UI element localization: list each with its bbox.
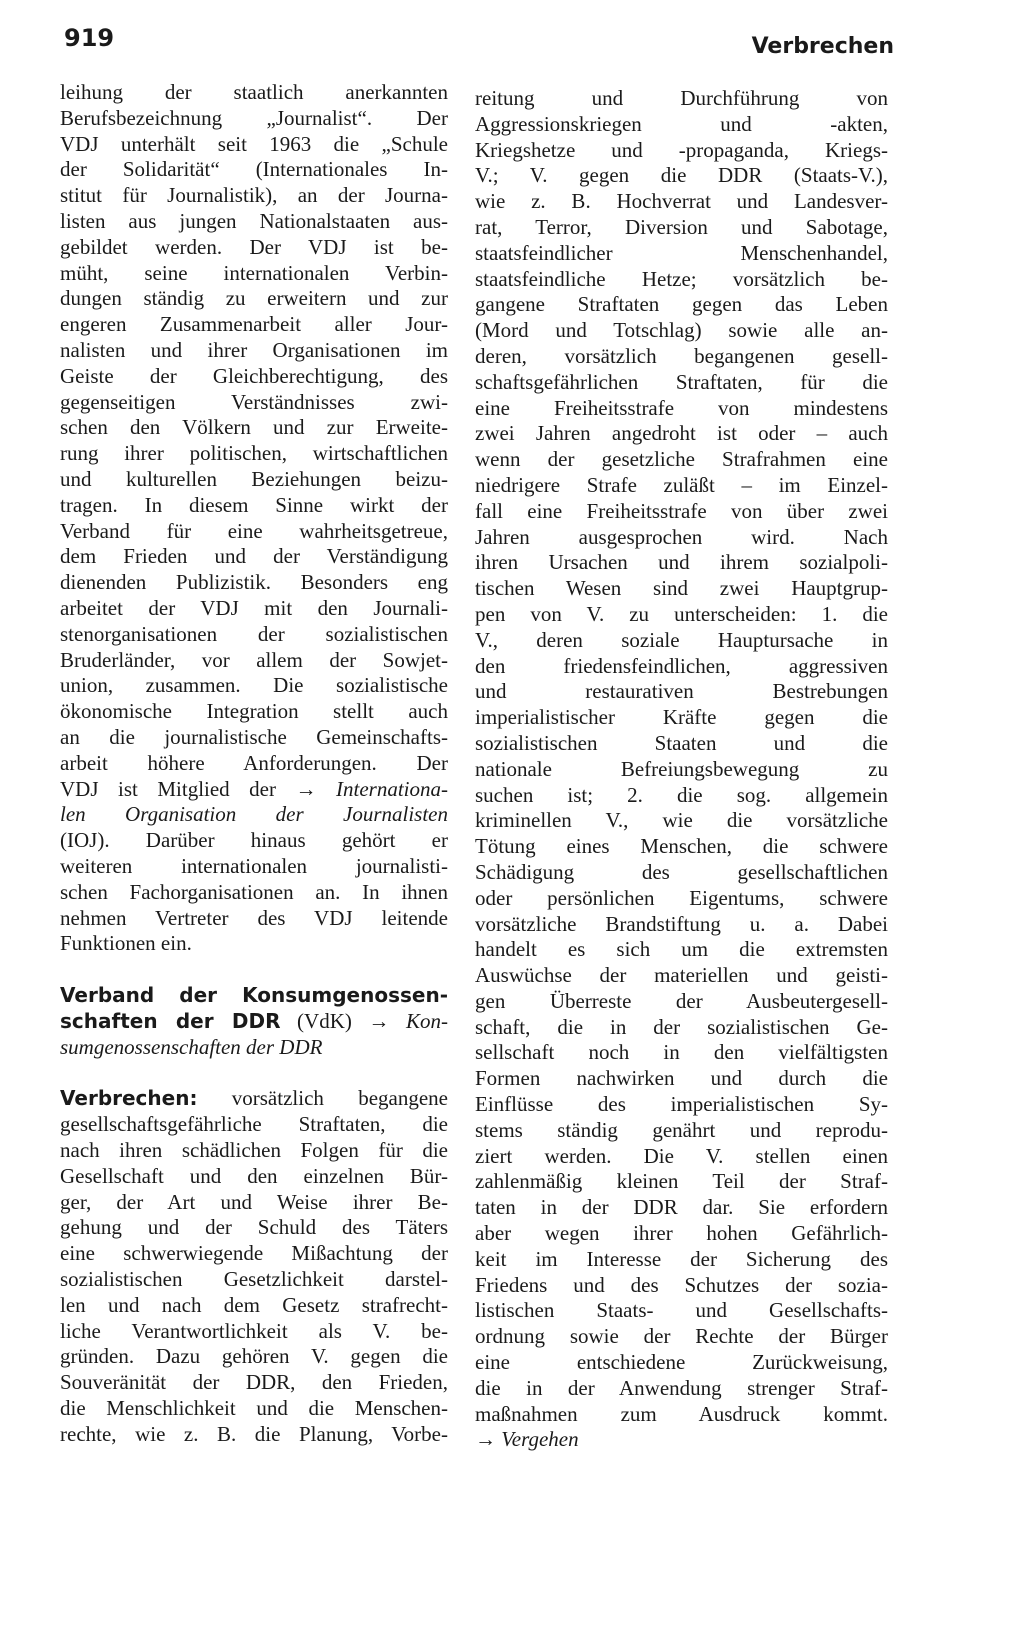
text-segment: stems ständig genährt und reprodu- <box>475 1117 888 1142</box>
text-segment: Funktionen ein. <box>60 931 192 956</box>
text-line <box>475 215 888 241</box>
text-line <box>475 1144 888 1170</box>
text-line <box>475 1118 888 1144</box>
text-segment: nehmen Vertreter des VDJ leitende <box>60 905 448 930</box>
text-line <box>475 112 888 138</box>
text-line <box>60 415 448 441</box>
text-line <box>475 1376 888 1402</box>
text-segment: gehung und der Schuld des Täters <box>60 1215 448 1240</box>
text-segment: arbeit höhere Anforderungen. Der <box>60 750 448 775</box>
text-segment: Gesellschaft und den einzelnen Bür- <box>60 1163 448 1188</box>
text-segment: ihren Ursachen und ihrem sozialpoli- <box>475 550 888 575</box>
text-segment: Jahren ausgesprochen wird. Nach <box>475 524 888 549</box>
text-line <box>60 467 448 493</box>
text-line <box>60 1344 448 1370</box>
text-line <box>475 1195 888 1221</box>
text-line <box>475 808 888 834</box>
text-segment: (Mord und Totschlag) sowie alle an- <box>475 318 888 343</box>
text-line <box>475 86 888 112</box>
running-head: Verbrechen <box>751 34 894 59</box>
entry-heading: Verband der Konsumgenossen- <box>60 983 448 1008</box>
text-segment: suchen ist; 2. die sog. allgemein <box>475 782 888 807</box>
text-segment: vorsätzliche Brandstiftung u. a. Dabei <box>475 911 888 936</box>
text-segment: taten in der DDR dar. Sie erfordern <box>475 1195 888 1220</box>
text-segment: pen von V. zu unterscheiden: 1. die <box>475 601 888 626</box>
text-segment: kriminellen V., wie die vorsätzliche <box>475 808 888 833</box>
text-line <box>475 937 888 963</box>
text-line <box>475 396 888 422</box>
text-segment: nalisten und ihrer Organisationen im <box>60 337 448 362</box>
text-segment: sozialistischen Staaten und die <box>475 730 888 755</box>
text-line <box>60 106 448 132</box>
text-line <box>475 292 888 318</box>
text-line <box>60 777 448 803</box>
text-segment: an die journalistische Gemeinschafts- <box>60 724 448 749</box>
text-line <box>475 602 888 628</box>
text-line <box>60 1319 448 1345</box>
text-segment: rat, Terror, Diversion und Sabotage, <box>475 214 888 239</box>
text-line <box>60 1112 448 1138</box>
text-line <box>475 731 888 757</box>
text-segment: Bruderländer, vor allem der Sowjet- <box>60 647 448 672</box>
text-segment: ordnung sowie der Rechte der Bürger <box>475 1324 888 1349</box>
text-line <box>475 654 888 680</box>
text-line <box>475 1402 888 1428</box>
text-line <box>475 473 888 499</box>
text-line <box>475 447 888 473</box>
text-segment: Einflüsse des imperialistischen Sy- <box>475 1092 888 1117</box>
cross-reference: sumgenossenschaften der DDR <box>60 1034 323 1059</box>
text-segment: ger, der Art und Weise ihrer Be- <box>60 1189 448 1214</box>
text-segment: eine Freiheitsstrafe von mindestens <box>475 395 888 420</box>
text-segment: Berufsbezeichnung „Journalist“. Der <box>60 105 448 130</box>
text-segment: eine entschiedene Zurückweisung, <box>475 1350 888 1375</box>
text-segment: Verband für eine wahrheitsgetreue, <box>60 518 448 543</box>
text-line <box>475 886 888 912</box>
text-segment: handelt es sich um die extremsten <box>475 937 888 962</box>
text-line <box>475 989 888 1015</box>
text-line <box>60 673 448 699</box>
text-line <box>475 344 888 370</box>
text-line <box>475 757 888 783</box>
text-line <box>60 906 448 932</box>
text-segment: den friedensfeindlichen, aggressiven <box>475 653 888 678</box>
text-segment: tragen. In diesem Sinne wirkt der <box>60 492 448 517</box>
text-line <box>60 931 448 957</box>
text-segment: schaft, die in der sozialistischen Ge- <box>475 1014 888 1039</box>
text-line <box>475 1247 888 1273</box>
text-line <box>475 963 888 989</box>
text-line <box>475 1221 888 1247</box>
cross-reference: → Vergehen <box>475 1427 579 1452</box>
text-segment: sozialistischen Gesetzlichkeit darstel- <box>60 1267 448 1292</box>
text-segment: und kulturellen Beziehungen beizu- <box>60 466 448 491</box>
text-line <box>60 854 448 880</box>
text-line <box>60 544 448 570</box>
text-segment: gebildet werden. Der VDJ ist be- <box>60 234 448 259</box>
text-line <box>475 860 888 886</box>
text-segment: gen Überreste der Ausbeutergesell- <box>475 988 888 1013</box>
text-line <box>60 725 448 751</box>
paragraph-gap <box>60 957 448 983</box>
text-line <box>475 1040 888 1066</box>
text-line <box>475 679 888 705</box>
text-line <box>60 235 448 261</box>
text-line <box>475 163 888 189</box>
text-line <box>60 312 448 338</box>
text-line <box>60 751 448 777</box>
text-segment: stenorganisationen der sozialistischen <box>60 621 448 646</box>
text-line <box>475 783 888 809</box>
text-segment: listen aus jungen Nationalstaaten aus- <box>60 208 448 233</box>
text-line <box>60 570 448 596</box>
text-segment: aber wegen ihrer hohen Gefährlich- <box>475 1221 888 1246</box>
text-line <box>60 1086 448 1112</box>
text-line <box>475 912 888 938</box>
text-segment: eine schwerwiegende Mißachtung der <box>60 1241 448 1266</box>
text-line <box>60 1422 448 1448</box>
text-segment: weiteren internationalen journalisti- <box>60 853 448 878</box>
text-line <box>60 493 448 519</box>
text-segment: maßnahmen zum Ausdruck kommt. <box>475 1401 888 1426</box>
text-line <box>60 441 448 467</box>
text-line <box>60 1190 448 1216</box>
text-line <box>475 1273 888 1299</box>
text-segment: und restaurativen Bestrebungen <box>475 679 888 704</box>
text-segment: Souveränität der DDR, den Frieden, <box>60 1370 448 1395</box>
text-line <box>475 628 888 654</box>
text-line <box>475 834 888 860</box>
page-number: 919 <box>64 24 115 52</box>
text-line <box>475 1427 888 1453</box>
text-segment: union, zusammen. Die sozialistische <box>60 673 448 698</box>
text-line <box>60 261 448 287</box>
text-line <box>60 1293 448 1319</box>
text-line <box>475 241 888 267</box>
text-segment: Formen nachwirken und durch die <box>475 1066 888 1091</box>
text-segment: müht, seine internationalen Verbin- <box>60 260 448 285</box>
text-segment: der Solidarität“ (Internationales In- <box>60 157 448 182</box>
text-segment: Geiste der Gleichberechtigung, des <box>60 363 448 388</box>
text-line <box>60 828 448 854</box>
text-line <box>60 802 448 828</box>
text-line <box>475 705 888 731</box>
text-segment: nach ihren schädlichen Folgen für die <box>60 1138 448 1163</box>
text-segment: fall eine Freiheitsstrafe von über zwei <box>475 498 888 523</box>
text-line <box>475 267 888 293</box>
text-line <box>475 138 888 164</box>
text-line <box>475 1298 888 1324</box>
text-segment: zwei Jahren angedroht ist oder – auch <box>475 421 888 446</box>
text-line <box>475 421 888 447</box>
text-line <box>60 519 448 545</box>
text-line <box>60 1215 448 1241</box>
text-segment: liche Verantwortlichkeit als V. be- <box>60 1318 448 1343</box>
text-segment: ziert werden. Die V. stellen einen <box>475 1143 888 1168</box>
text-segment: die Menschlichkeit und die Menschen- <box>60 1396 448 1421</box>
text-line <box>60 183 448 209</box>
text-line <box>60 699 448 725</box>
text-line <box>60 80 448 106</box>
text-line <box>60 1267 448 1293</box>
text-line <box>60 1164 448 1190</box>
paragraph-gap <box>60 1060 448 1086</box>
text-line <box>475 1066 888 1092</box>
text-segment: Aggressionskriegen und -akten, <box>475 111 888 136</box>
text-line <box>60 1370 448 1396</box>
text-segment: oder persönlichen Eigentums, schwere <box>475 885 888 910</box>
text-segment: len und nach dem Gesetz strafrecht- <box>60 1292 448 1317</box>
right-column <box>475 86 888 1453</box>
left-column <box>60 80 448 1448</box>
text-line <box>60 622 448 648</box>
text-segment: keit im Interesse der Sicherung des <box>475 1246 888 1271</box>
text-segment: sellschaft noch in den vielfältigsten <box>475 1040 888 1065</box>
text-segment: gesellschaftsgefährliche Straftaten, die <box>60 1112 448 1137</box>
text-segment: leihung der staatlich anerkannten <box>60 80 448 104</box>
text-segment: gangene Straftaten gegen das Leben <box>475 292 888 317</box>
text-line <box>60 1241 448 1267</box>
text-segment: niedrigere Strafe zuläßt – im Einzel- <box>475 472 888 497</box>
text-segment: ökonomische Integration stellt auch <box>60 699 448 724</box>
text-line <box>60 983 448 1009</box>
text-line <box>475 318 888 344</box>
text-line <box>60 338 448 364</box>
text-line <box>475 576 888 602</box>
cross-reference: len Organisation der Journalisten <box>60 802 448 827</box>
text-segment: V., deren soziale Hauptursache in <box>475 627 888 652</box>
text-line <box>475 1324 888 1350</box>
text-segment: reitung und Durchführung von <box>475 86 888 110</box>
text-segment: Schädigung des gesellschaftlichen <box>475 859 888 884</box>
text-segment: dem Frieden und der Verständigung <box>60 544 448 569</box>
text-line <box>60 1035 448 1061</box>
text-segment: die in der Anwendung strenger Straf- <box>475 1375 888 1400</box>
text-line <box>60 157 448 183</box>
text-segment: zahlenmäßig kleinen Teil der Straf- <box>475 1169 888 1194</box>
text-line <box>475 1169 888 1195</box>
text-segment: staatsfeindlicher Menschenhandel, <box>475 240 888 265</box>
text-segment: wenn der gesetzliche Strafrahmen eine <box>475 447 888 472</box>
text-segment: schaftsgefährlichen Straftaten, für die <box>475 369 888 394</box>
text-line <box>475 370 888 396</box>
text-segment: nationale Befreiungsbewegung zu <box>475 756 888 781</box>
text-segment: VDJ ist Mitglied der <box>60 776 296 801</box>
text-segment: rung ihrer politischen, wirtschaftlichen <box>60 441 448 466</box>
text-segment: wie z. B. Hochverrat und Landesver- <box>475 189 888 214</box>
text-segment: stitut für Journalistik), an der Journa- <box>60 183 448 208</box>
text-segment: VDJ unterhält seit 1963 die „Schule <box>60 131 448 156</box>
text-segment: gründen. Dazu gehören V. gegen die <box>60 1344 448 1369</box>
text-segment: tischen Wesen sind zwei Hauptgrup- <box>475 576 888 601</box>
text-line <box>475 1015 888 1041</box>
text-line <box>60 209 448 235</box>
text-segment: staatsfeindliche Hetze; vorsätzlich be- <box>475 266 888 291</box>
text-segment: engeren Zusammenarbeit aller Jour- <box>60 312 448 337</box>
text-line <box>475 525 888 551</box>
text-line <box>60 1396 448 1422</box>
text-segment: dungen ständig zu erweitern und zur <box>60 286 448 311</box>
text-line <box>60 286 448 312</box>
text-line <box>60 880 448 906</box>
text-line <box>60 1009 448 1035</box>
text-segment: schen den Völkern und zur Erweite- <box>60 415 448 440</box>
text-line <box>60 648 448 674</box>
text-segment: V.; V. gegen die DDR (Staats-V.), <box>475 163 888 188</box>
text-segment: deren, vorsätzlich begangenen gesell- <box>475 343 888 368</box>
text-line <box>475 1092 888 1118</box>
text-line <box>60 1138 448 1164</box>
entry-heading: Verbrechen: <box>60 1086 198 1111</box>
text-line <box>60 390 448 416</box>
text-line <box>475 550 888 576</box>
text-line <box>60 364 448 390</box>
text-segment: vorsätzlich begangene <box>197 1086 448 1111</box>
text-segment: imperialistischer Kräfte gegen die <box>475 705 888 730</box>
text-segment: dienenden Publizistik. Besonders eng <box>60 570 448 595</box>
text-segment: (VdK) → <box>280 1008 406 1033</box>
text-line <box>60 132 448 158</box>
text-line <box>475 189 888 215</box>
text-segment: gegenseitigen Verständnisses zwi- <box>60 389 448 414</box>
text-line <box>475 1350 888 1376</box>
text-line <box>60 596 448 622</box>
cross-reference: → Internationa- <box>295 776 449 801</box>
text-segment: Friedens und des Schutzes der sozia- <box>475 1272 888 1297</box>
text-segment: Kriegshetze und -propaganda, Kriegs- <box>475 137 888 162</box>
text-line <box>475 499 888 525</box>
text-segment: Auswüchse der materiellen und geisti- <box>475 963 888 988</box>
entry-heading: schaften der DDR <box>60 1008 281 1033</box>
cross-reference: Kon- <box>405 1008 448 1033</box>
text-segment: listischen Staats- und Gesellschafts- <box>475 1298 888 1323</box>
text-segment: rechte, wie z. B. die Planung, Vorbe- <box>60 1421 448 1446</box>
text-segment: Tötung eines Menschen, die schwere <box>475 834 888 859</box>
text-segment: arbeitet der VDJ mit den Journali- <box>60 595 448 620</box>
text-segment: (IOJ). Darüber hinaus gehört er <box>60 828 448 853</box>
text-segment: schen Fachorganisationen an. In ihnen <box>60 879 448 904</box>
